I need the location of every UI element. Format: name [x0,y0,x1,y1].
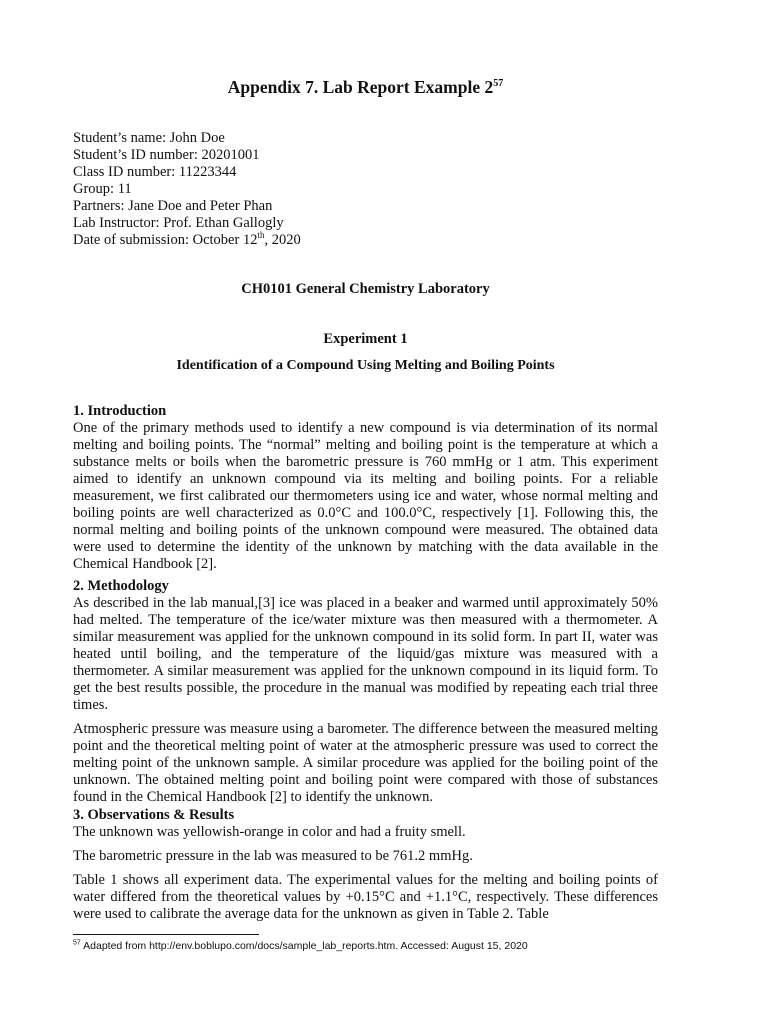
observations-heading: 3. Observations & Results [73,807,235,823]
introduction-heading: 1. Introduction [73,403,167,419]
submission-date-suffix: , 2020 [264,232,301,248]
title-footnote-ref: 57 [493,78,504,90]
observations-paragraph-1: The unknown was yellowish-orange in color and had a fruity smell. [73,824,466,840]
experiment-number: Experiment 1 [323,331,408,347]
group: Group: 11 [73,181,132,197]
introduction-text: One of the primary methods used to identify a new compound is via determination of its normal melting and boiling points. The “normal” melting and boiling point is the temperature at which a substance melts or boils when the barometric pressure is 760 mmHg or 1 atm. This experiment aimed to identify an unknown compound via its melting and boiling points. For a reliable measurement, we first calibrated our thermometers using ice and water, whose normal melting and boiling points are well characterized as 0.0°C and 100.0°C, respectively [1]. Following this, the normal melting and boiling points of the unknown compound were measured. The obtained data were used to determine the identity of the unknown by matching with the data available in the Chemical Handbook [2]. [73,420,658,572]
student-name: Student’s name: John Doe [73,130,225,146]
page-title-text: Appendix 7. Lab Report Example 2 [227,77,494,97]
footnote [73,940,658,953]
submission-date [73,232,301,249]
submission-date-prefix: Date of submission: October 12 [73,232,258,248]
submission-date-sup: th [257,230,265,241]
student-info [73,130,301,249]
experiment-title: Identification of a Compound Using Melting and Boiling Points [176,358,555,373]
methodology-heading: 2. Methodology [73,578,169,594]
methodology-paragraph-1: As described in the lab manual,[3] ice was placed in a beaker and warmed until approximately 50% had melted. The temperature of the ice/water mixture was then measured with a thermometer. A similar measurement was applied for the unknown compound in its solid form. In part II, water was heated until boiling, and the temperature of the liquid/gas mixture was measured with a thermometer. A similar measurement was applied for the unknown compound in its liquid form. To get the best results possible, the procedure in the manual was modified by repeating each trial three times. [73,595,658,713]
footnote-divider [73,934,259,935]
methodology-section [73,578,658,806]
footnote-number: 57 [73,939,81,947]
student-id: Student’s ID number: 20201001 [73,147,260,163]
class-id: Class ID number: 11223344 [73,164,237,180]
observations-section [73,807,658,923]
lab-instructor: Lab Instructor: Prof. Ethan Gallogly [73,215,284,231]
course-title: CH0101 General Chemistry Laboratory [241,281,490,297]
observations-paragraph-3: Table 1 shows all experiment data. The experimental values for the melting and boiling points of water differed from the theoretical values by +0.15°C and +1.1°C, respectively. These differences were used to calibrate the average data for the unknown as given in Table 2. Table [73,872,658,922]
footnote-text: Adapted from http://env.boblupo.com/docs/sample_lab_reports.htm. Accessed: August 15, 2020 [80,940,528,952]
introduction-section [73,403,658,573]
observations-paragraph-2: The barometric pressure in the lab was measured to be 761.2 mmHg. [73,848,473,864]
page-title [73,76,658,98]
partners: Partners: Jane Doe and Peter Phan [73,198,273,214]
methodology-paragraph-2: Atmospheric pressure was measure using a barometer. The difference between the measured melting point and the theoretical melting point of water at the atmospheric pressure was used to correct the melting point of the unknown sample. A similar procedure was applied for the boiling point of the unknown. The obtained melting point and boiling point were compared with those of substances found in the Chemical Handbook [2] to identify the unknown. [73,721,658,805]
